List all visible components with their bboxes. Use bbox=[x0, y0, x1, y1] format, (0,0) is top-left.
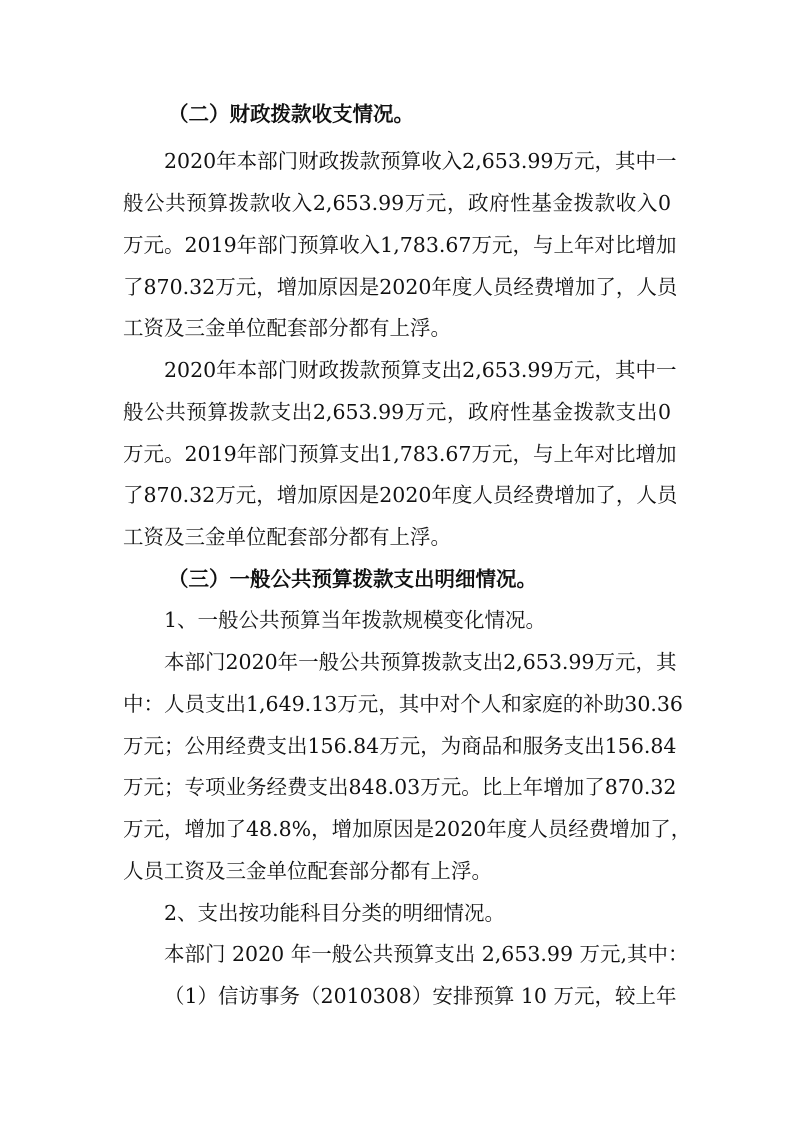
section-heading-fiscal-appropriation: （二）财政拨款收支情况。 bbox=[168, 102, 414, 126]
paragraph-line: 万元，增加了48.8%，增加原因是2020年度人员经费增加了， bbox=[123, 817, 692, 841]
paragraph-line: 2020年本部门财政拨款预算收入2,653.99万元，其中一 bbox=[164, 149, 677, 173]
paragraph-line: 般公共预算拨款收入2,653.99万元，政府性基金拨款收入0 bbox=[123, 191, 671, 215]
paragraph-line: 万元。2019年部门预算收入1,783.67万元，与上年对比增加 bbox=[123, 233, 677, 257]
paragraph-line: 万元；专项业务经费支出848.03万元。比上年增加了870.32 bbox=[123, 775, 677, 799]
paragraph-line: 中：人员支出1,649.13万元，其中对个人和家庭的补助30.36 bbox=[123, 692, 683, 716]
paragraph-line: 2020年本部门财政拨款预算支出2,653.99万元，其中一 bbox=[164, 358, 677, 382]
paragraph-line: （1）信访事务（2010308）安排预算 10 万元，较上年 bbox=[164, 984, 677, 1008]
paragraph-line: 本部门2020年一般公共预算拨款支出2,653.99万元，其 bbox=[164, 650, 677, 674]
paragraph-line: 般公共预算拨款支出2,653.99万元，政府性基金拨款支出0 bbox=[123, 400, 671, 424]
paragraph-line: 了870.32万元，增加原因是2020年度人员经费增加了，人员 bbox=[123, 275, 678, 299]
paragraph-line: 本部门 2020 年一般公共预算支出 2,653.99 万元,其中： bbox=[164, 942, 689, 966]
paragraph-line: 工资及三金单位配套部分都有上浮。 bbox=[123, 316, 451, 340]
section-heading-general-budget-detail: （三）一般公共预算拨款支出明细情况。 bbox=[168, 567, 537, 591]
paragraph-line: 工资及三金单位配套部分都有上浮。 bbox=[123, 525, 451, 549]
item-title: 1、一般公共预算当年拨款规模变化情况。 bbox=[164, 608, 547, 632]
item-title: 2、支出按功能科目分类的明细情况。 bbox=[164, 901, 506, 925]
paragraph-line: 了870.32万元，增加原因是2020年度人员经费增加了，人员 bbox=[123, 483, 678, 507]
paragraph-line: 万元。2019年部门预算支出1,783.67万元，与上年对比增加 bbox=[123, 442, 677, 466]
paragraph-line: 人员工资及三金单位配套部分都有上浮。 bbox=[123, 859, 492, 883]
paragraph-line: 万元；公用经费支出156.84万元，为商品和服务支出156.84 bbox=[123, 734, 677, 758]
